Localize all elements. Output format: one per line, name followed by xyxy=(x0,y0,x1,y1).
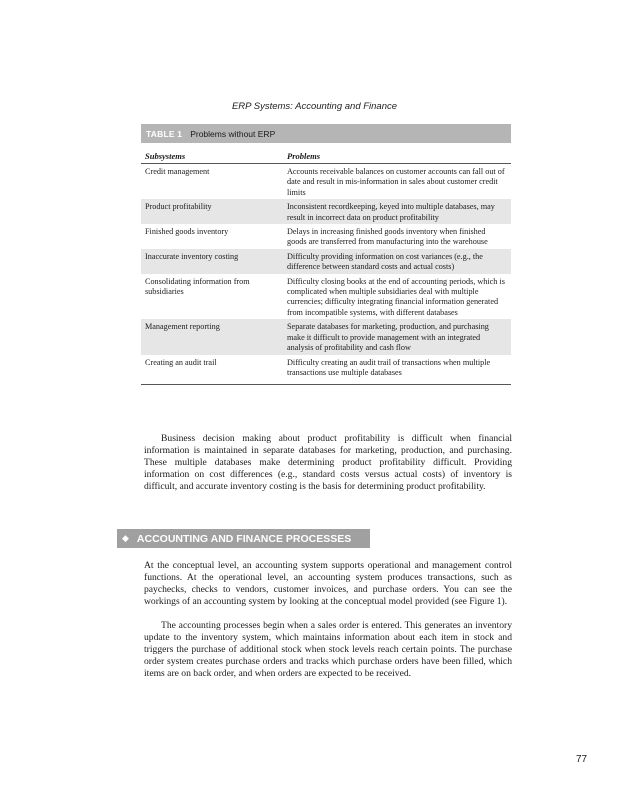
table-header-row xyxy=(141,143,511,164)
cell-subsystem: Product profitability xyxy=(145,202,212,212)
section-paragraph: The accounting processes begin when a sales order is entered. This generates an inventory update to the inventory system, which maintains information about each item in stock and triggers the purchase of additional stock when stock levels reach certain points. The purchase order system creates purchase orders and tracks which purchase orders have been filled, which items are on back order, and when orders are expected to be received. xyxy=(144,620,512,679)
running-head: ERP Systems: Accounting and Finance xyxy=(231,101,398,112)
column-header-problems: Problems xyxy=(287,151,321,161)
section-title: ACCOUNTING AND FINANCE PROCESSES xyxy=(136,532,352,545)
table-row xyxy=(141,199,511,224)
cell-subsystem: Consolidating information from subsidiaries xyxy=(145,276,250,297)
table-row xyxy=(141,355,511,386)
table-row xyxy=(141,319,511,354)
cell-subsystem: Finished goods inventory xyxy=(145,227,229,237)
column-header-subsystems: Subsystems xyxy=(145,151,186,161)
section-heading-bar xyxy=(117,529,370,548)
cell-subsystem: Credit management xyxy=(145,167,210,176)
cell-problem: Difficulty creating an audit trail of transactions when multiple transactions use multiple databases xyxy=(287,357,491,377)
diamond-icon: ◆ xyxy=(122,533,129,543)
section-paragraph: At the conceptual level, an accounting system supports operational and management control functions. At the operational level, an accounting system produces transactions, such as paychecks, checks to vendors, customer invoices, and purchase orders. You can see the workings of an accounting system by looking at the conceptual model provided (see Figure 1). xyxy=(144,560,512,607)
table-caption-bar xyxy=(141,124,511,143)
problems-table xyxy=(141,124,511,385)
cell-problem: Inconsistent recordkeeping, keyed into multiple databases, may result in incorrect data on product profitability xyxy=(287,202,495,222)
table-row xyxy=(141,224,511,249)
cell-problem: Delays in increasing finished goods inventory when finished goods are transferred from manufacturing into the warehouse xyxy=(287,227,488,247)
table-row xyxy=(141,274,511,320)
cell-subsystem: Management reporting xyxy=(145,322,220,332)
cell-problem: Difficulty closing books at the end of accounting periods, which is complicated when multiple subsidiaries deal with multiple currencies; difficulty integrating financial information generated from incompatible systems, with different databases xyxy=(287,276,505,317)
cell-subsystem: Creating an audit trail xyxy=(145,357,217,367)
table-row xyxy=(141,164,511,199)
cell-problem: Separate databases for marketing, production, and purchasing make it difficult to provide management with an integrated analysis of profitability and cash flow xyxy=(287,322,489,353)
cell-subsystem: Inaccurate inventory costing xyxy=(145,251,239,261)
body-paragraph: Business decision making about product profitability is difficult when financial information is maintained in separate databases for marketing, production, and purchasing. These multiple databases make determining product profitability difficult. Providing information on cost differences (e.g., standard costs versus actual costs) of inventory is difficult, and accurate inventory costing is the basis for determining product profitability. xyxy=(144,433,512,492)
cell-problem: Difficulty providing information on cost variances (e.g., the difference between standard costs and actual costs) xyxy=(287,251,483,272)
page-number: 77 xyxy=(576,754,588,765)
table-title: Problems without ERP xyxy=(190,128,276,139)
table-number: TABLE 1 xyxy=(146,128,183,139)
cell-problem: Accounts receivable balances on customer accounts can fall out of date and result in mis-information in sales about customer credit limits xyxy=(287,167,505,197)
table-row xyxy=(141,249,511,274)
